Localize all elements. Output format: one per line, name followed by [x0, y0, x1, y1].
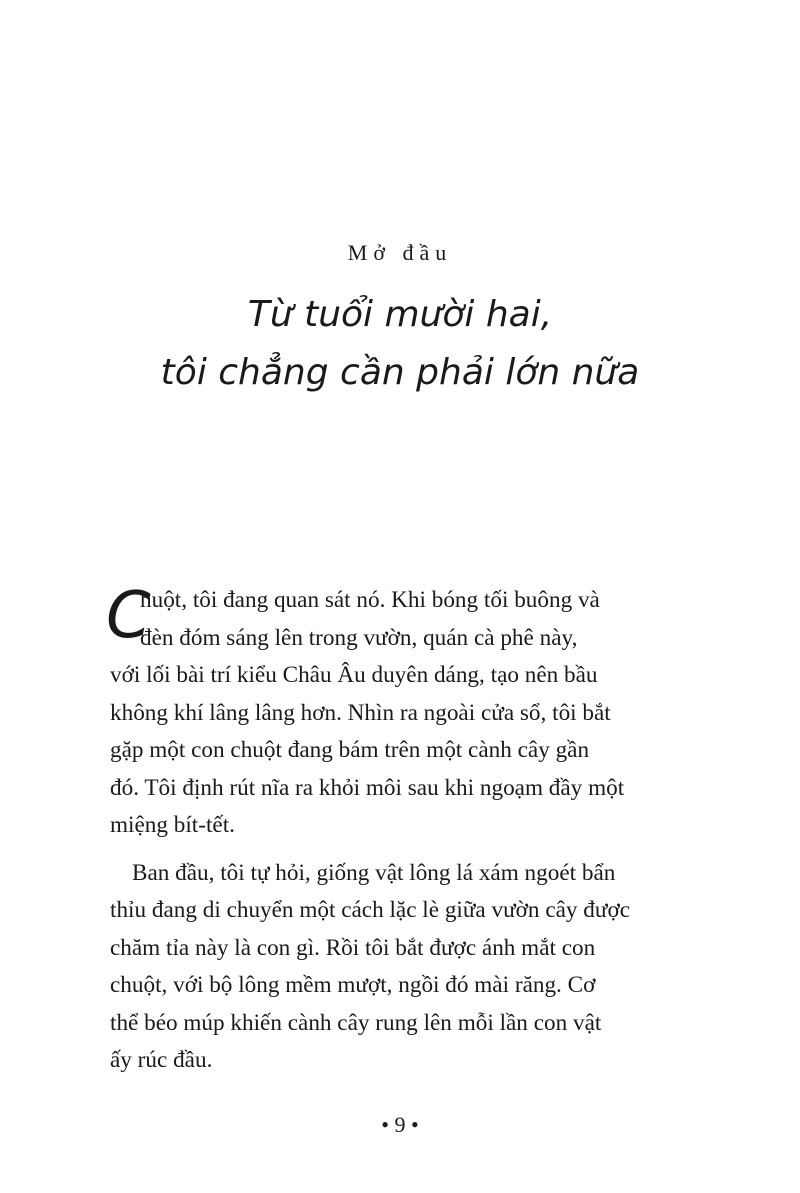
- paragraph-1-line-7: miệng bít-tết.: [110, 812, 235, 838]
- chapter-title-line-2: tôi chẳng cần phải lớn nữa: [160, 352, 640, 393]
- paragraph-1-line-5: gặp một con chuột đang bám trên một cành cây gần: [110, 737, 590, 763]
- drop-cap: C: [106, 579, 151, 653]
- chapter-title: [0, 286, 800, 402]
- paragraph-2-line-1: Ban đầu, tôi tự hỏi, giống vật lông lá xám ngoét bẩn: [132, 859, 616, 886]
- paragraph-1: [106, 579, 698, 845]
- paragraph-2-line-6: ấy rúc đầu.: [110, 1047, 213, 1073]
- paragraph-2-line-5: thể béo múp khiến cành cây rung lên mỗi lần con vật: [110, 1009, 602, 1036]
- paragraph-1-line-1: huột, tôi đang quan sát nó. Khi bóng tối buông và: [140, 587, 600, 613]
- paragraph-1-line-4: không khí lâng lâng hơn. Nhìn ra ngoài cửa sổ, tôi bắt: [110, 699, 611, 726]
- paragraph-1-line-2: đèn đóm sáng lên trong vườn, quán cà phê này,: [140, 624, 578, 651]
- chapter-label: Mở đầu: [347, 240, 453, 265]
- paragraph-2-line-3: chăm tỉa này là con gì. Rồi tôi bắt được ánh mắt con: [110, 934, 596, 961]
- page-number: • 9 •: [381, 1112, 419, 1137]
- chapter-title-line-1: Từ tuổi mười hai,: [247, 294, 553, 335]
- paragraph-1-line-3: với lối bài trí kiểu Châu Âu duyên dáng, tạo nên bầu: [110, 662, 598, 688]
- paragraph-2: [110, 855, 698, 1080]
- paragraph-2-line-2: thỉu đang di chuyển một cách lặc lè giữa vườn cây được: [110, 897, 631, 923]
- paragraph-1-line-6: đó. Tôi định rút nĩa ra khỏi môi sau khi ngoạm đầy một: [110, 774, 625, 801]
- paragraph-2-line-4: chuột, với bộ lông mềm mượt, ngồi đó mài răng. Cơ: [110, 972, 596, 998]
- body-text: [106, 579, 698, 1080]
